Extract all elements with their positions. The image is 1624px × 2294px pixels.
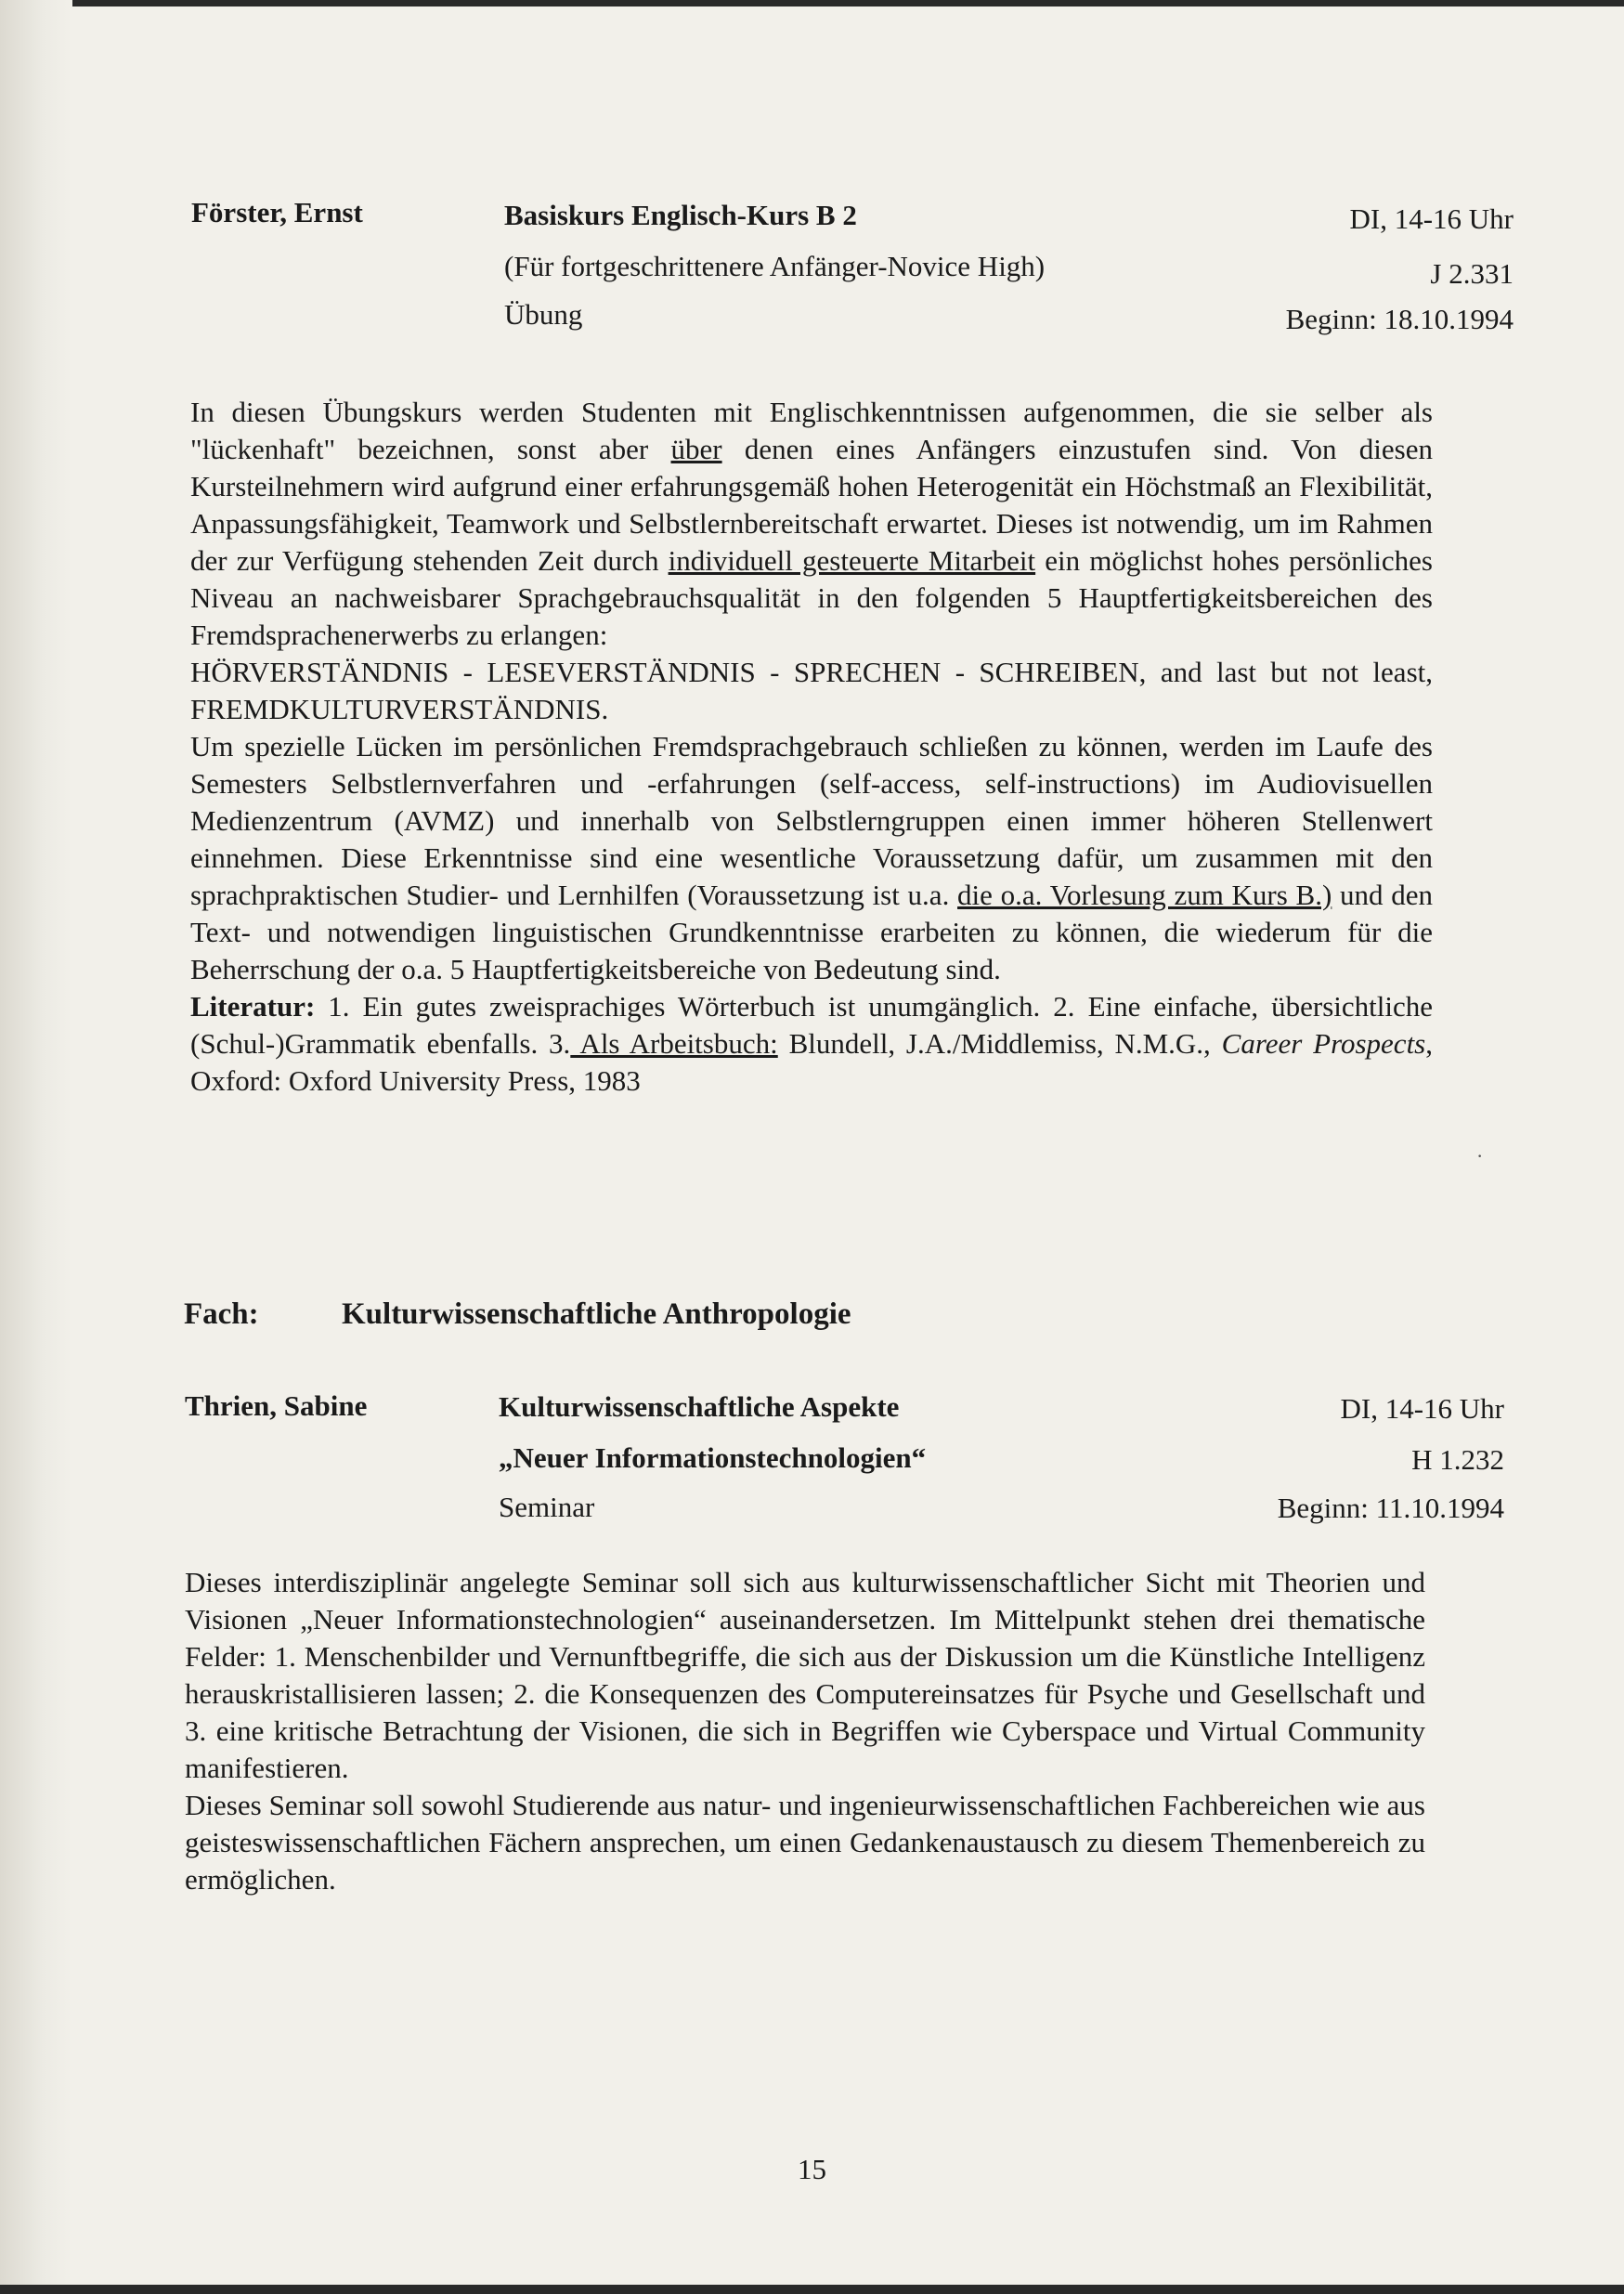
fach-heading	[184, 1297, 851, 1332]
stray-mark: ·	[1476, 1144, 1484, 1167]
underlined-text: individuell gesteuerte Mitarbeit	[668, 544, 1036, 577]
course1-subtitle: (Für fortgeschrittenere Anfänger-Novice High)	[504, 250, 1046, 282]
course1-title: Basiskurs Englisch-Kurs B 2	[504, 199, 857, 231]
course1-time: DI, 14-16 Uhr	[1349, 202, 1514, 235]
course2-description	[185, 1564, 1425, 1898]
underlined-text: die o.a. Vorlesung zum Kurs B.)	[957, 879, 1332, 911]
text-run: , Oxford: Oxford University Press, 1983	[190, 1027, 1433, 1097]
text-run: In diesen Übungskurs werden Studenten mit Englischkenntnissen aufgenommen, die sie selber als "lückenhaft" bezeichnen, sonst aber	[190, 396, 1433, 465]
course1-paragraph-3	[190, 728, 1433, 988]
course2-paragraph-2: Dieses Seminar soll sowohl Studierende aus natur- und ingenieurwissenschaftlichen Fachbereichen wie aus geisteswissenschaftlichen Fächern ansprechen, um einen Gedankenaustausch zu diesem Themenbereich zu ermöglichen.	[185, 1789, 1425, 1896]
course1-start: Beginn: 18.10.1994	[1285, 303, 1514, 335]
course2-paragraph-1: Dieses interdisziplinär angelegte Seminar soll sich aus kulturwissenschaftlicher Sicht mit Theorien und Visionen „Neuer Informationstechnologien“ auseinandersetzen. Im Mittelpunkt stehen drei thematische Felder: 1. Menschenbilder und Vernunftbegriffe, die sich aus der Diskussion um die Künstliche Intelligenz herauskristallisieren lassen; 2. die Konsequenzen des Computereinsatzes für Psyche und Gesellschaft und 3. eine kritische Betrachtung der Visionen, die sich in Begriffen wie Cyberspace und Virtual Community manifestieren.	[185, 1566, 1425, 1784]
scan-top-edge	[0, 0, 1624, 7]
course2-start: Beginn: 11.10.1994	[1277, 1492, 1504, 1524]
underlined-text: Als Arbeitsbuch:	[570, 1027, 778, 1060]
binding-gutter	[0, 0, 72, 2294]
course1-paragraph-1	[190, 394, 1433, 654]
scan-bottom-edge	[0, 2285, 1624, 2294]
course2-title: Kulturwissenschaftliche Aspekte	[499, 1390, 900, 1423]
page-number: 15	[798, 2153, 826, 2185]
course2-time: DI, 14-16 Uhr	[1340, 1392, 1504, 1425]
course1-type: Übung	[504, 298, 583, 331]
course1-literature	[190, 988, 1433, 1100]
literature-label: Literatur:	[190, 990, 316, 1023]
course2-room: H 1.232	[1411, 1443, 1504, 1476]
course1-instructor: Förster, Ernst	[191, 196, 363, 228]
text-run: denen eines Anfängers einzustufen sind. Von diesen Kursteilnehmern wird aufgrund einer erfahrungsgemäß hohen Heterogenität ein Höchstmaß an Flexibilität, Anpassungsfähigkeit, Teamwork und Selbstlernbereitschaft erwartet. Dieses ist notwendig, um im Rahmen der zur Verfügung stehenden Zeit durch	[190, 433, 1433, 577]
text-run: Blundell, J.A./Middlemiss, N.M.G.,	[777, 1027, 1222, 1060]
course1-room: J 2.331	[1430, 257, 1514, 290]
fach-name: Kulturwissenschaftliche Anthropologie	[342, 1297, 851, 1331]
course1-paragraph-2: HÖRVERSTÄNDNIS - LESEVERSTÄNDNIS - SPRECHEN - SCHREIBEN, and last but not least, FREMDKULTURVERSTÄNDNIS.	[190, 656, 1433, 725]
course1-description	[190, 394, 1433, 1100]
fach-label: Fach:	[184, 1297, 259, 1331]
underlined-text: über	[670, 433, 722, 465]
text-run: und den Text- und notwendigen linguistischen Grundkenntnisse erarbeiten zu können, die wiederum für die Beherrschung der o.a. 5 Hauptfertigkeitsbereiche von Bedeutung sind.	[190, 879, 1433, 985]
course2-instructor: Thrien, Sabine	[185, 1389, 368, 1422]
text-run: 1. Ein gutes zweisprachiges Wörterbuch ist unumgänglich. 2. Eine einfache, übersichtliche (Schul-)Grammatik ebenfalls. 3.	[190, 990, 1433, 1060]
course2-type: Seminar	[499, 1491, 595, 1523]
book-title: Career Prospects	[1221, 1027, 1426, 1060]
text-run: ein möglichst hohes persönliches Niveau an nachweisbarer Sprachgebrauchsqualität in den folgenden 5 Hauptfertigkeitsbereichen des Fremdsprachenerwerbs zu erlangen:	[190, 544, 1433, 651]
text-run: Um spezielle Lücken im persönlichen Fremdsprachgebrauch schließen zu können, werden im Laufe des Semesters Selbstlernverfahren und -erfahrungen (self-access, self-instructions) im Audiovisuellen Medienzentrum (AVMZ) und innerhalb von Selbstlerngruppen einen immer höheren Stellenwert einnehmen. Diese Erkenntnisse sind eine wesentliche Voraussetzung dafür, um zusammen mit den sprachpraktischen Studier- und Lernhilfen (Voraussetzung ist u.a.	[190, 730, 1433, 911]
course2-subtitle: „Neuer Informationstechnologien“	[499, 1441, 927, 1474]
